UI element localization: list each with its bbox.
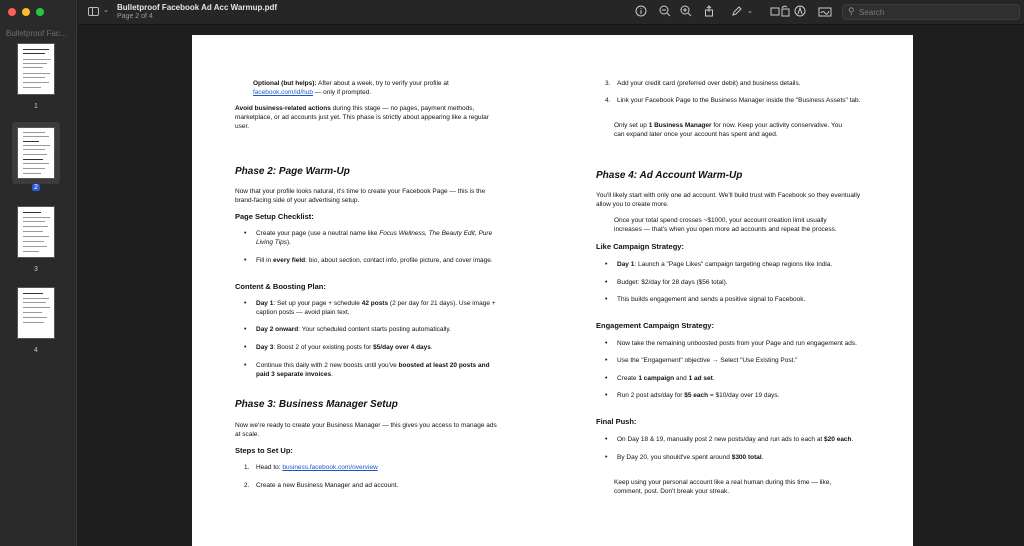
- document-title: Bulletproof Facebook Ad Acc Warmup.pdf: [117, 3, 278, 12]
- spend-note-line-2: increases — that's when you open more ad accounts and repeat the process.: [614, 226, 837, 233]
- engagement-item-2: • Use the "Engagement" objective → Select "Use Existing Post.": [617, 356, 797, 365]
- like-campaign-heading: Like Campaign Strategy:: [596, 242, 684, 251]
- page-number-1: 1: [34, 103, 38, 110]
- engagement-item-3: • Create 1 campaign and 1 ad set.: [617, 374, 715, 383]
- zoom-out-icon[interactable]: [658, 5, 672, 19]
- phase3-heading: Phase 3: Business Manager Setup: [235, 399, 398, 410]
- phase3-intro-line-2: at scale.: [235, 431, 260, 438]
- avoid-actions-line-2: marketplace, or ad accounts just yet. This phase is strictly about appearing like a regular: [235, 114, 489, 121]
- boosting-plan-heading: Content & Boosting Plan:: [235, 282, 326, 291]
- markup-chevron-icon[interactable]: ⌄: [747, 8, 753, 15]
- boost-item-4: • Continue this daily with 2 new boosts until you've boosted at least 20 posts and: [256, 361, 490, 370]
- toolbar: [78, 0, 1024, 25]
- boost-item-3: • Day 3: Boost 2 of your existing posts for $5/day over 4 days.: [256, 343, 433, 352]
- page-indicator: Page 2 of 4: [117, 13, 153, 20]
- phase3-intro-line-1: Now we're ready to create your Business Manager — this gives you access to manage ads: [235, 422, 497, 429]
- close-window-button[interactable]: [8, 8, 16, 16]
- avoid-actions-line-1: Avoid business-related actions during this stage — no pages, payment methods,: [235, 105, 475, 112]
- search-field[interactable]: [842, 4, 1020, 20]
- verify-profile-link[interactable]: facebook.com/id/hub: [253, 89, 313, 96]
- step-3-number: 3.: [605, 80, 611, 87]
- page-number-2: 2: [34, 184, 38, 191]
- boost-item-2: • Day 2 onward: Your scheduled content starts posting automatically.: [256, 325, 451, 334]
- spend-note-line-1: Once your total spend crosses ~$1000, your account creation limit usually: [614, 217, 827, 224]
- like-item-2: • Budget: $2/day for 28 days ($56 total).: [617, 278, 728, 287]
- fullscreen-window-button[interactable]: [36, 8, 44, 16]
- highlight-icon[interactable]: [793, 5, 807, 19]
- pdf-page: [192, 35, 913, 546]
- verify-link-line: facebook.com/id/hub — only if prompted.: [253, 89, 372, 96]
- final-push-heading: Final Push:: [596, 417, 637, 426]
- final-item-2: • By Day 20, you should've spent around $300 total.: [617, 453, 764, 462]
- markup-pen-icon[interactable]: [730, 5, 744, 19]
- rotate-icon[interactable]: [778, 5, 792, 19]
- zoom-in-icon[interactable]: [679, 5, 693, 19]
- phase2-intro-line-1: Now that your profile looks natural, it's time to create your Facebook Page — this is the: [235, 188, 486, 195]
- sign-icon[interactable]: [818, 5, 832, 19]
- phase4-heading: Phase 4: Ad Account Warm-Up: [596, 170, 743, 181]
- closing-line-1: Keep using your personal account like a real human during this time — like,: [614, 479, 832, 486]
- boost-item-1-cont: caption posts — avoid plain text.: [256, 309, 350, 316]
- chevron-down-icon[interactable]: ⌄: [103, 7, 109, 14]
- final-item-1: • On Day 18 & 19, manually post 2 new posts/day and run ads to each at $20 each.: [617, 435, 853, 444]
- phase2-heading: Phase 2: Page Warm-Up: [235, 166, 350, 177]
- page-thumbnail-2[interactable]: [17, 127, 55, 179]
- business-overview-link[interactable]: business.facebook.com/overview: [282, 464, 378, 471]
- page-thumbnail-3[interactable]: [17, 206, 55, 258]
- info-icon[interactable]: [634, 5, 648, 19]
- phase2-intro-line-2: brand-facing side of your advertising setup.: [235, 197, 360, 204]
- step-4: Link your Facebook Page to the Business Manager inside the "Business Assets" tab.: [617, 97, 861, 104]
- window-controls: [8, 8, 44, 16]
- step-4-number: 4.: [605, 97, 611, 104]
- step-1: Head to: business.facebook.com/overview: [256, 464, 378, 471]
- boost-item-4-cont: paid 3 separate invoices.: [256, 371, 333, 378]
- thumbnail-sidebar: [0, 0, 77, 546]
- page-thumbnail-4[interactable]: [17, 287, 55, 339]
- checklist-heading: Page Setup Checklist:: [235, 212, 314, 221]
- step-2: Create a new Business Manager and ad account.: [256, 482, 399, 489]
- bm-note-line-2: can expand later once your account has spent and aged.: [614, 131, 778, 138]
- engagement-item-4: • Run 2 post ads/day for $5 each = $10/day over 19 days.: [617, 391, 779, 400]
- page-thumbnail-1[interactable]: [17, 43, 55, 95]
- engagement-heading: Engagement Campaign Strategy:: [596, 321, 714, 330]
- phase4-intro-line-2: allow you to create more.: [596, 201, 669, 208]
- like-item-1: • Day 1: Launch a "Page Likes" campaign targeting cheap regions like India.: [617, 260, 832, 269]
- step-1-number: 1.: [244, 464, 250, 471]
- closing-line-2: comment, post. Don't break your streak.: [614, 488, 730, 495]
- sidebar-toggle-icon[interactable]: [88, 7, 99, 16]
- page-number-3: 3: [34, 266, 38, 273]
- boost-item-1: • Day 1: Set up your page + schedule 42 posts (2 per day for 21 days). Use image +: [256, 299, 496, 308]
- search-icon: ⚲: [848, 6, 855, 16]
- phase4-intro-line-1: You'll likely start with only one ad account. We'll build trust with Facebook so they eventually: [596, 192, 861, 199]
- engagement-item-1: • Now take the remaining unboosted posts from your Page and run engagement ads.: [617, 339, 857, 348]
- step-3: Add your credit card (preferred over debit) and business details.: [617, 80, 801, 87]
- checklist-item-2: • Fill in every field: bio, about section, contact info, profile picture, and cover image.: [256, 256, 493, 265]
- steps-heading: Steps to Set Up:: [235, 446, 293, 455]
- like-item-3: • This builds engagement and sends a positive signal to Facebook.: [617, 295, 805, 304]
- page-number-4: 4: [34, 347, 38, 354]
- checklist-item-1: • Create your page (use a neutral name like Focus Wellness, The Beauty Edit, Pure: [256, 229, 492, 238]
- avoid-actions-line-3: user.: [235, 123, 250, 130]
- step-2-number: 2.: [244, 482, 250, 489]
- checklist-item-1-cont: Living Tips).: [256, 239, 291, 246]
- search-input[interactable]: [859, 6, 1009, 18]
- share-icon[interactable]: [702, 5, 716, 19]
- minimize-window-button[interactable]: [22, 8, 30, 16]
- optional-verify-line: Optional (but helps): After about a week, try to verify your profile at: [253, 80, 449, 87]
- sidebar-title: Bulletproof Fac...: [6, 29, 67, 38]
- bm-note-line-1: Only set up 1 Business Manager for now. Keep your activity conservative. You: [614, 122, 842, 129]
